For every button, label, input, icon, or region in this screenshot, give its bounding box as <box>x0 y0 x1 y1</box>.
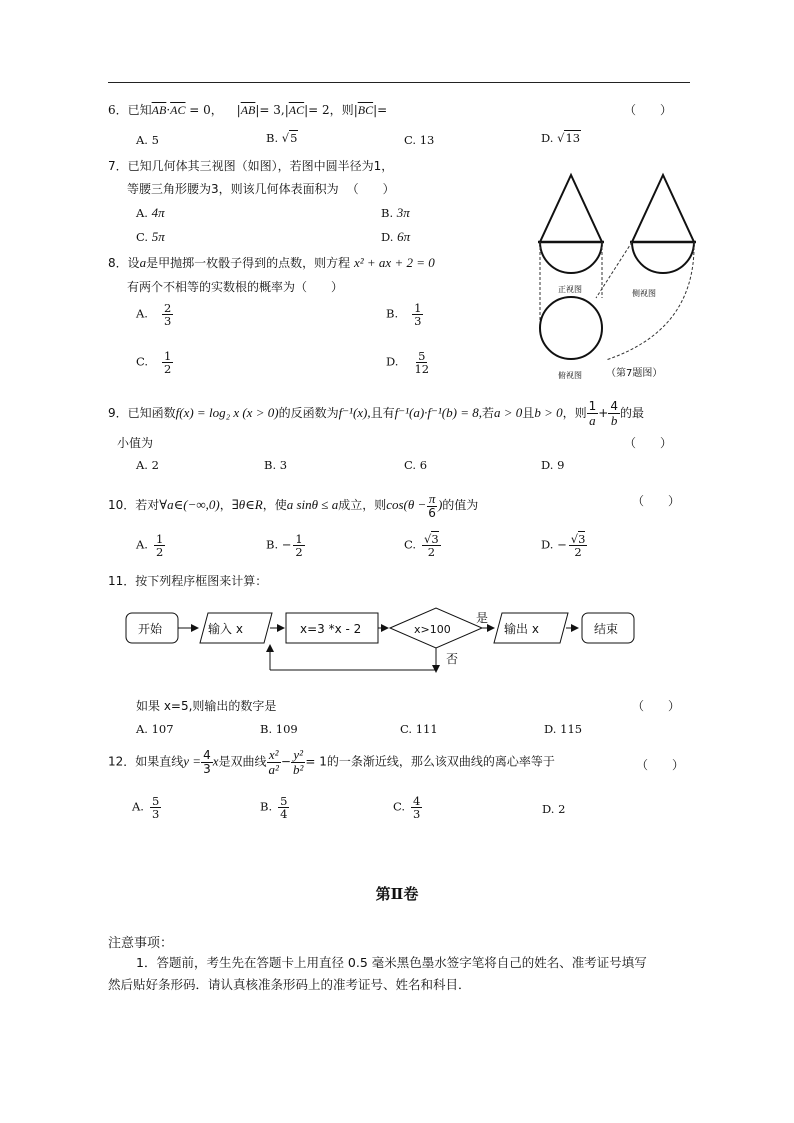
part-2-title: 第Ⅱ卷 <box>375 885 419 903</box>
q8-option-b: B. $\frac{1}{3}$ <box>386 301 422 329</box>
note-1-line-a: 1．答题前，考生先在答题卡上用直径 0.5 毫米黑色墨水签字笔将自己的姓名、准考证号填写 <box>136 955 647 970</box>
question-8-line1: 8．设a是甲抛掷一枚骰子得到的点数，则方程 x² + ax + 2 = 0 <box>108 255 435 270</box>
q7-option-a: A. 4π <box>136 205 165 220</box>
flow-start-text: 开始 <box>138 622 163 636</box>
q11-option-a: A. 107 <box>136 722 174 736</box>
q12-option-c: C. $\frac{4}{3}$ <box>393 794 421 822</box>
q7-option-c: C. 5π <box>136 229 165 244</box>
q7-option-d: D. 6π <box>381 229 411 244</box>
question-7-line2: 等腰三角形腰为3，则该几何体表面积为 （ ） <box>127 182 395 196</box>
figure-caption: （第7题图） <box>606 368 663 379</box>
side-view-semicircle <box>632 242 694 273</box>
q11-answer-paren: （ ） <box>632 699 681 713</box>
q6-vec-ac: $\overline{AC}$ <box>170 103 186 117</box>
q8-option-c: C. $\frac{1}{2}$ <box>136 349 172 377</box>
question-11-line2: 如果 x=5,则输出的数字是 <box>136 699 277 713</box>
q12-option-b: B. $\frac{5}{4}$ <box>260 794 288 822</box>
q11-option-b: B. 109 <box>260 722 298 736</box>
q9-option-c: C. 6 <box>404 458 428 472</box>
front-view-triangle <box>540 175 602 242</box>
q11-option-c: C. 111 <box>400 722 438 736</box>
flowchart <box>120 600 650 680</box>
flow-no-label: 否 <box>446 652 459 666</box>
q10-option-b: B. − $\frac{1}{2}$ <box>266 532 303 560</box>
q8-option-d: D. $\frac{5}{12}$ <box>386 349 430 377</box>
question-10-line1: 10．若对∀a∈(−∞,0)，∃θ∈R，使a sinθ ≤ a成立，则cos(θ − $\frac{\pi}{6}$ )的值为 <box>108 491 479 520</box>
q9-option-d: D. 9 <box>541 458 565 472</box>
flow-end-text: 结束 <box>594 622 619 636</box>
q6-option-d: D. √13 <box>541 131 581 145</box>
top-view-label: 俯视图 <box>558 371 582 380</box>
q12-option-d: D. 2 <box>542 802 566 816</box>
q6-label: 6．已知 <box>108 103 152 117</box>
note-1-line-b: 然后贴好条形码．请认真核准条形码上的准考证号、姓名和科目． <box>108 977 471 992</box>
top-view-circle <box>540 297 602 359</box>
question-9-line1: 9．已知函数f(x) = log₂ x (x > 0)的反函数为f⁻¹(x),且有f⁻¹(a)·f⁻¹(b) = 8,若a > 0且b > 0，则 $\frac{1}{a}$ + $\frac{4}{b}$ 的最 <box>108 399 644 428</box>
q6-option-c: C. 13 <box>404 133 435 147</box>
q9-option-a: A. 2 <box>136 458 159 472</box>
question-12-line1: 12．如果直线y = $\frac{4}{3}$ x是双曲线 $\frac{\text{x²}}{\text{a²}}$ − $\frac{\text{y²}}{\text{b²}}$ = 1的一条渐近线，那么该双曲线的离心率等于 <box>108 747 555 777</box>
q10-answer-paren: （ ） <box>632 494 681 508</box>
q9-answer-paren: （ ） <box>624 436 673 450</box>
q12-answer-paren: （ ） <box>636 758 685 772</box>
flow-process-text: x=3 *x - 2 <box>300 622 362 636</box>
front-view-label: 正视图 <box>558 285 582 294</box>
question-11-line1: 11．按下列程序框图来计算： <box>108 574 268 588</box>
header-rule <box>108 82 690 83</box>
q12-option-a: A. $\frac{5}{3}$ <box>132 794 160 822</box>
q10-option-c: C. $\frac{√3}{2}$ <box>404 532 439 560</box>
three-view-figure <box>536 170 706 385</box>
q8-option-a: A. $\frac{2}{3}$ <box>136 301 172 329</box>
flow-output-text: 输出 x <box>504 622 539 636</box>
flow-yes-label: 是 <box>476 611 489 625</box>
q10-option-d: D. − $\frac{√3}{2}$ <box>541 532 586 560</box>
q6-vec-ab: $\overline{AB}$ <box>151 103 167 117</box>
flow-input-text: 输入 x <box>208 622 243 636</box>
question-6: 6．已知$\overline{AB}\cdot\overline{AC} = 0$， $|\overline{AB}|= 3,|\overline{AC}|= 2$，则$|\overline{BC}|=$ <box>108 103 388 117</box>
q6-option-b: B. √5 <box>266 131 298 145</box>
question-9-line2: 小值为 <box>117 436 154 450</box>
q10-option-a: A. $\frac{1}{2}$ <box>136 532 164 560</box>
notes-title: 注意事项： <box>108 936 174 951</box>
q11-option-d: D. 115 <box>544 722 583 736</box>
front-view-semicircle <box>540 242 602 273</box>
q6-option-a: A. 5 <box>136 133 159 147</box>
question-7-line1: 7．已知几何体其三视图（如图），若图中圆半径为1， <box>108 159 394 173</box>
q6-answer-paren: （ ） <box>624 103 673 117</box>
q9-option-b: B. 3 <box>264 458 288 472</box>
side-view-triangle <box>632 175 694 242</box>
flow-decision-text: x>100 <box>414 623 451 636</box>
question-8-line2: 有两个不相等的实数根的概率为（ ） <box>127 280 344 294</box>
q7-option-b: B. 3π <box>381 205 410 220</box>
side-view-label: 侧视图 <box>632 289 656 298</box>
